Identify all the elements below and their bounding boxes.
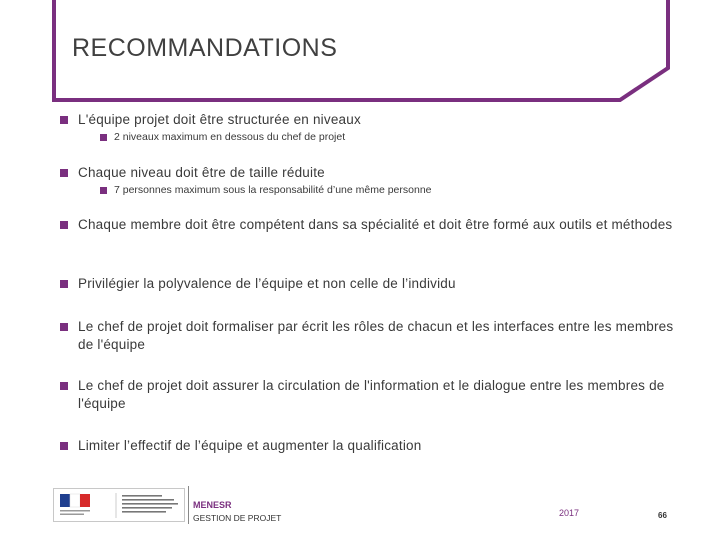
square-bullet-icon xyxy=(60,323,68,331)
sub-bullet-item xyxy=(100,183,660,197)
sub-bullet-text: 2 niveaux maximum en dessous du chef de projet xyxy=(114,131,346,143)
bullet-text: Le chef de projet doit assurer la circulation de l'information et le dialogue entre les membres de l'équipe xyxy=(78,378,665,411)
bullet-text: L'équipe projet doit être structurée en niveaux xyxy=(78,112,361,127)
footer-year: 2017 xyxy=(559,508,580,518)
footer-project: GESTION DE PROJET xyxy=(193,513,282,523)
square-bullet-icon xyxy=(60,442,68,450)
bullet-item xyxy=(60,318,680,354)
bullet-item xyxy=(60,437,680,455)
bullet-text: Chaque membre doit être compétent dans sa spécialité et doit être formé aux outils et méthodes xyxy=(78,217,673,232)
page-number: 66 xyxy=(658,511,667,520)
logo-graphic xyxy=(54,489,184,521)
bullet-text: Privilégier la polyvalence de l’équipe et non celle de l’individu xyxy=(78,276,456,291)
ministere-marianne-logo-icon xyxy=(53,488,185,522)
bullet-text: Limiter l’effectif de l’équipe et augmenter la qualification xyxy=(78,438,422,453)
square-bullet-icon xyxy=(60,221,68,229)
square-bullet-icon xyxy=(100,134,107,141)
square-bullet-icon xyxy=(60,169,68,177)
bullet-text: Le chef de projet doit formaliser par écrit les rôles de chacun et les interfaces entre les membres de l'équipe xyxy=(78,319,674,352)
bullet-item xyxy=(60,275,680,293)
bullet-text: Chaque niveau doit être de taille réduite xyxy=(78,165,325,180)
footer-divider xyxy=(188,486,189,524)
sub-bullet-item xyxy=(100,130,660,144)
square-bullet-icon xyxy=(60,280,68,288)
sub-bullet-text: 7 personnes maximum sous la responsabilité d’une même personne xyxy=(114,184,432,196)
slide-title: RECOMMANDATIONS xyxy=(72,34,338,62)
bullet-item xyxy=(60,377,680,413)
square-bullet-icon xyxy=(60,116,68,124)
bullet-item xyxy=(60,164,680,182)
square-bullet-icon xyxy=(100,187,107,194)
square-bullet-icon xyxy=(60,382,68,390)
footer-org: MENESR xyxy=(193,500,232,510)
bullet-item xyxy=(60,111,680,129)
bullet-item xyxy=(60,216,680,234)
